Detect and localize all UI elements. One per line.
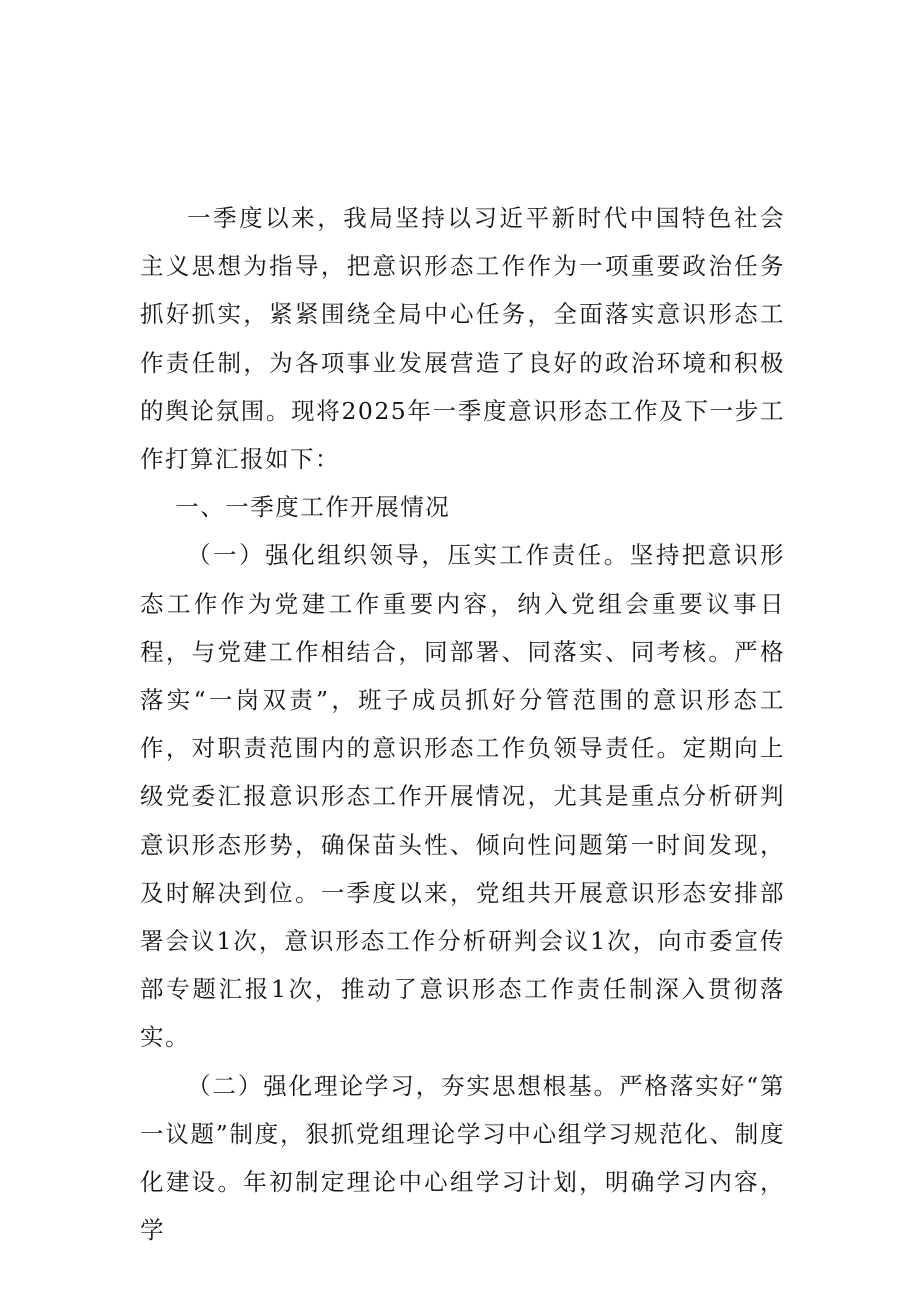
- item-two-paragraph: （二）强化理论学习，夯实思想根基。严格落实好“第一议题”制度，狠抓党组理论学习中心组学习规范化、制度化建设。年初制定理论中心组学习计划，明确学习内容，学: [140, 1071, 785, 1245]
- section-heading: 一、一季度工作开展情况: [175, 493, 451, 522]
- intro-paragraph: 一季度以来，我局坚持以习近平新时代中国特色社会主义思想为指导，把意识形态工作作为一项重要政治任务抓好抓实，紧紧围绕全局中心任务，全面落实意识形态工作责任制，为各项事业发展营造了良好的政治环境和积极的舆论氛围。现将2025年一季度意识形态工作及下一步工作打算汇报如下：: [140, 204, 785, 474]
- document-body: [140, 194, 785, 1254]
- item-one-paragraph: （一）强化组织领导，压实工作责任。坚持把意识形态工作作为党建工作重要内容，纳入党组会重要议事日程，与党建工作相结合，同部署、同落实、同考核。严格落实“一岗双责”，班子成员抓好分管范围的意识形态工作，对职责范围内的意识形态工作负领导责任。定期向上级党委汇报意识形态工作开展情况，尤其是重点分析研判意识形态形势，确保苗头性、倾向性问题第一时间发现，及时解决到位。一季度以来，党组共开展意识形态安排部署会议1次，意识形态工作分析研判会议1次，向市委宣传部专题汇报1次，推动了意识形态工作责任制深入贯彻落实。: [140, 541, 785, 1052]
